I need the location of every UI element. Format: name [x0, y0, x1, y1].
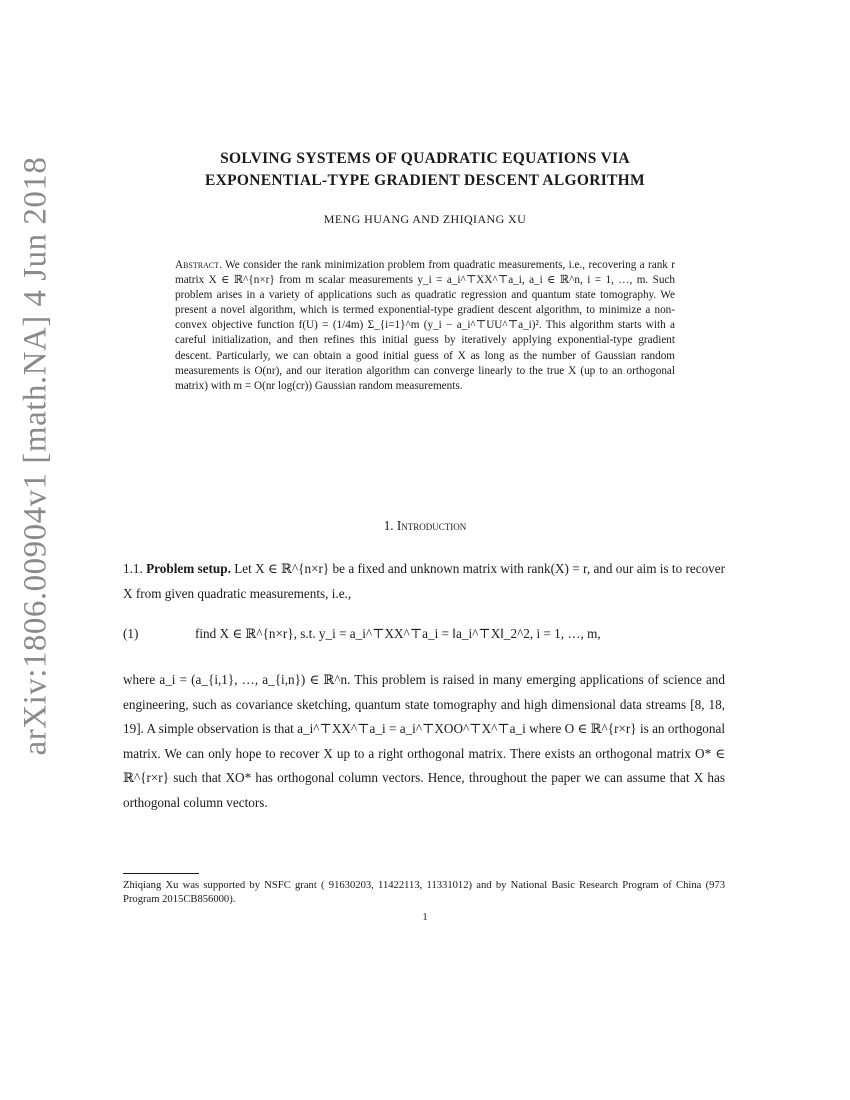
arxiv-sidebar-stamp — [8, 156, 64, 756]
title-line-2: EXPONENTIAL-TYPE GRADIENT DESCENT ALGORITHM — [205, 172, 645, 189]
page-number: 1 — [422, 912, 428, 923]
footnote: Zhiqiang Xu was supported by NSFC grant ( 91630203, 11422113, 11331012) and by National Basic Research Program of China (973 Program 2015CB856000). — [123, 880, 725, 905]
body-paragraph: where a_i = (a_{i,1}, …, a_{i,n}) ∈ ℝ^n. This problem is raised in many emerging applications of science and engineering, such as covariance sketching, quantum state tomography and high dimensional data streams [8, 18, 19]. A simple observation is that a_i^⊤XX^⊤a_i = a_i^⊤XOO^⊤X^⊤a_i where O ∈ ℝ^{r×r} is an orthogonal matrix. We can only hope to recover X up to a right orthogonal matrix. There exists an orthogonal matrix O* ∈ ℝ^{r×r} such that XO* has orthogonal column vectors. Hence, throughout the paper we can assume that X has orthogonal column vectors. — [123, 672, 725, 810]
paper-title — [100, 148, 750, 192]
section-number: 1. — [383, 518, 394, 533]
subsection-text: Let X ∈ ℝ^{n×r} be a fixed and unknown matrix with rank(X) = r, and our aim is to recover X from given quadratic measurements, i.e., — [123, 561, 726, 601]
abstract-text: We consider the rank minimization problem from quadratic measurements, i.e., recovering a rank r matrix X ∈ ℝ^{n×r} from m scalar measurements y_i = a_i^⊤XX^⊤a_i, a_i ∈ ℝ^n, i = 1, …, m. Such problem arises in a variety of applications such as quadratic regression and quantum state tomography. We present a novel algorithm, which is termed exponential-type gradient descent algorithm, to minimize a non-convex objective function f(U) = (1/4m) Σ_{i=1}^m (y_i − a_i^⊤UU^⊤a_i)². This algorithm starts with a careful initialization, and then refines this initial guess by iteratively applying exponential-type gradient descent. Particularly, we can obtain a good initial guess of X as long as the number of Gaussian random measurements is O(nr), and our iteration algorithm can converge linearly to the true X (up to an orthogonal matrix) with m = O(nr log(cr)) Gaussian random measurements. — [175, 259, 675, 392]
footnote-rule — [123, 873, 199, 874]
title-line-1: SOLVING SYSTEMS OF QUADRATIC EQUATIONS VIA — [220, 150, 630, 167]
arxiv-id: arXiv:1806.00904v1 [math.NA] 4 Jun 2018 — [17, 156, 54, 756]
subsection-number: 1.1. — [123, 561, 143, 576]
abstract-label: Abstract. — [175, 259, 222, 271]
section-title: Introduction — [396, 518, 467, 533]
abstract — [175, 258, 675, 394]
equation-1 — [123, 626, 725, 648]
subsection-title: Problem setup. — [146, 561, 231, 576]
equation-number: (1) — [123, 626, 139, 641]
section-heading — [100, 518, 750, 534]
equation-body: find X ∈ ℝ^{n×r}, s.t. y_i = a_i^⊤XX^⊤a_i = ‖a_i^⊤X‖_2^2, i = 1, …, m, — [195, 626, 601, 641]
problem-setup-paragraph — [123, 557, 725, 606]
author-list: MENG HUANG AND ZHIQIANG XU — [323, 212, 527, 226]
